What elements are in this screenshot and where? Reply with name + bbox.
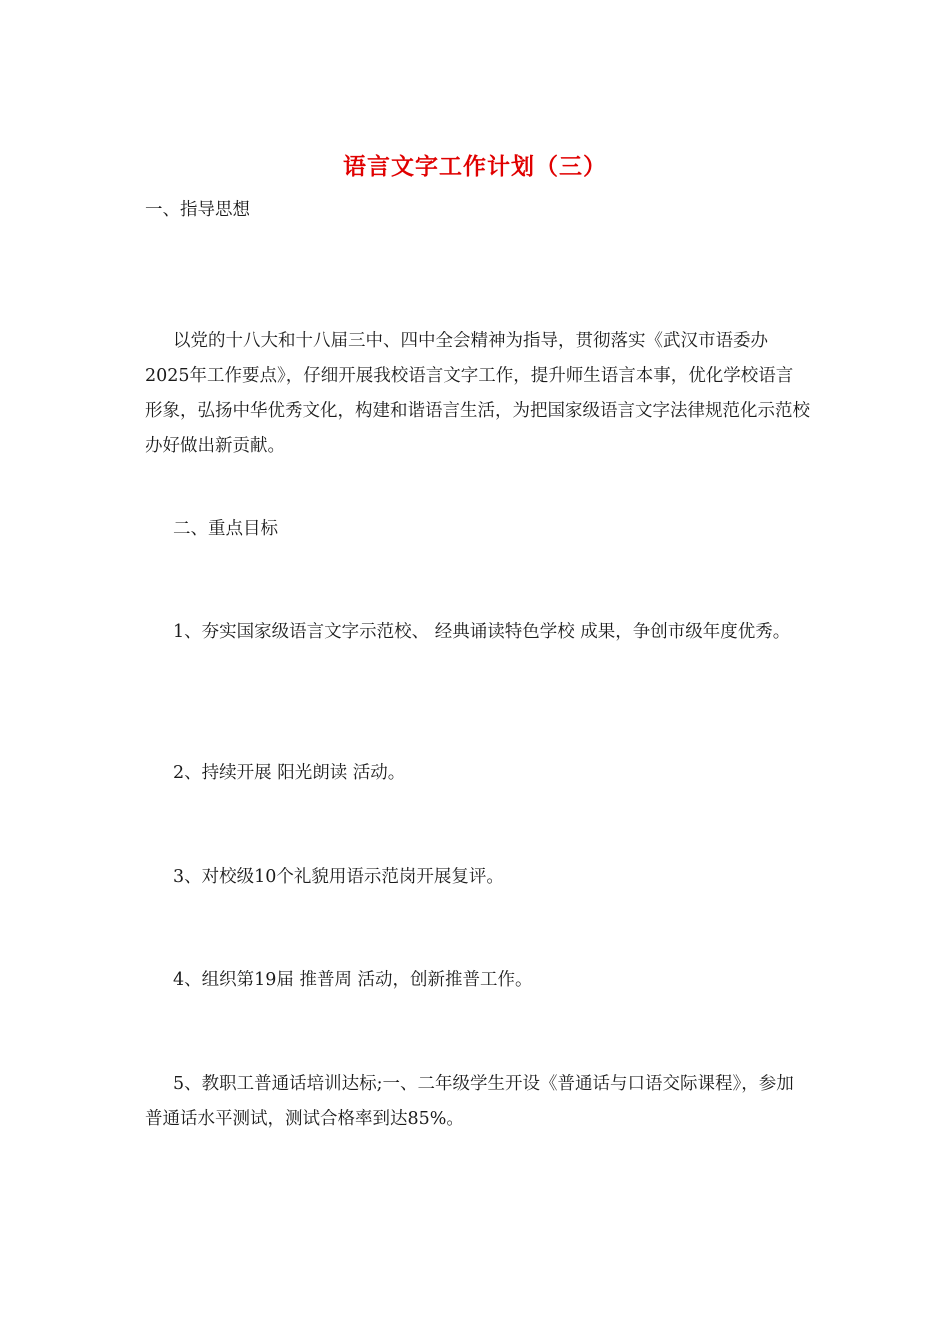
- section-heading-key-goals: 二、重点目标: [173, 519, 278, 539]
- section-heading-guiding-ideology: 一、指导思想: [145, 200, 250, 220]
- guiding-ideology-paragraph: 以党的十八大和十八届三中、四中全会精神为指导，贯彻落实《武汉市语委办2025年工作要点》，仔细开展我校语言文字工作，提升师生语言本事，优化学校语言形象，弘扬中华优秀文化，构建和谐语言生活，为把国家级语言文字法律规范化示范校办好做出新贡献。: [145, 331, 810, 456]
- goal-item-5: 5、教职工普通话培训达标;一、二年级学生开设《普通话与口语交际课程》，参加普通话水平测试，测试合格率到达85%。: [145, 1074, 794, 1129]
- goal-item-3: 3、对校级10个礼貌用语示范岗开展复评。: [173, 867, 504, 887]
- goal-item-4: 4、组织第19届 推普周 活动，创新推普工作。: [173, 970, 533, 990]
- document-title: 语言文字工作计划（三）: [343, 153, 607, 180]
- goal-item-2: 2、持续开展 阳光朗读 活动。: [173, 763, 406, 783]
- goal-item-1: 1、夯实国家级语言文字示范校、 经典诵读特色学校 成果，争创市级年度优秀。: [173, 622, 791, 642]
